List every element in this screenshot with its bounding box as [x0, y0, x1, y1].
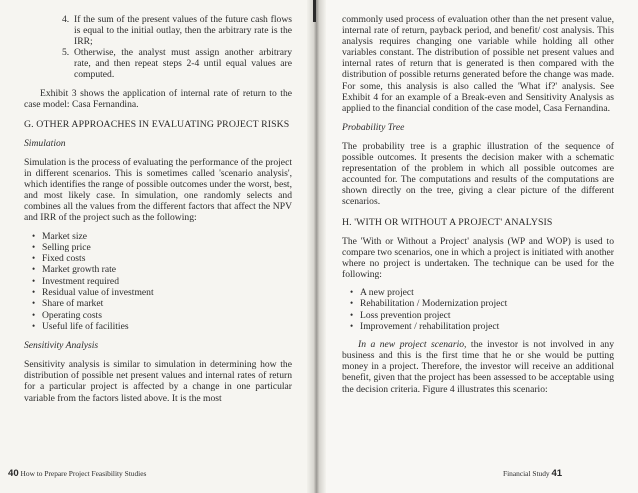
- wp-paragraph: The 'With or Without a Project' analysis (WP and WOP) is used to compare two scenarios, one in which a project is initiated with another where no project is undertaken. The technique can be used for the following:: [342, 235, 614, 280]
- list-item: [342, 310, 614, 321]
- list-item-text: Loss prevention project: [360, 309, 451, 321]
- right-page-content: [342, 14, 614, 395]
- list-item: [24, 298, 292, 309]
- list-item-text: Market size: [42, 230, 88, 242]
- item-text: If the sum of the present values of the future cash flows is equal to the initial outlay, then the arbitrary rate is the IRR;: [74, 14, 292, 48]
- list-item-text: Operating costs: [42, 309, 102, 321]
- list-item: [24, 253, 292, 264]
- bullet-icon: •: [350, 286, 354, 297]
- bullet-icon: •: [32, 264, 36, 275]
- bullet-icon: •: [32, 298, 36, 309]
- book-gutter: [307, 0, 326, 493]
- list-item-text: Market growth rate: [42, 264, 117, 276]
- bullet-icon: •: [32, 241, 36, 252]
- bullet-icon: •: [350, 309, 354, 320]
- bullet-icon: •: [32, 253, 36, 264]
- subheading-simulation: Simulation: [24, 137, 66, 149]
- list-item-text: Residual value of investment: [42, 286, 154, 298]
- numbered-item: [24, 14, 292, 47]
- list-item: [24, 321, 292, 332]
- bullet-icon: •: [32, 320, 36, 331]
- new-project-paragraph: [342, 339, 614, 394]
- item-text: Otherwise, the analyst must assign another arbitrary rate, and then repeat steps 2-4 until equal values are computed.: [74, 47, 292, 81]
- list-item-text: Share of market: [42, 298, 104, 310]
- item-number: 5.: [62, 47, 70, 59]
- sensitivity-paragraph: Sensitivity analysis is similar to simulation in determining how the distribution of possible net present values and internal rates of return for a particular project is affected by a change in one particular variable from the factors listed above. It is the most: [24, 359, 292, 404]
- item-number: 4.: [62, 14, 70, 25]
- continued-paragraph: commonly used process of evaluation other than the net present value, internal rate of return, payback period, and benefit/ cost analysis. This analysis requires changing one variable while holding all other variables constant. The distribution of possible net present values and internal rates of return that is generated is then compared with the distribution of possible returns generated before the change was made. For some, this analysis is also called the 'What if?' analysis. See Exhibit 4 for an example of a Break-even and Sensitivity Analysis as applied to the financial condition of the case model, Casa Fernandina.: [342, 14, 614, 114]
- right-footer: [503, 468, 562, 479]
- page-number: 41: [551, 468, 563, 479]
- list-item: [24, 310, 292, 321]
- list-item-text: Improvement / rehabilitation project: [360, 320, 500, 332]
- list-item-text: Fixed costs: [42, 253, 86, 265]
- section-heading-h: H. 'WITH OR WITHOUT A PROJECT' ANALYSIS: [342, 216, 553, 228]
- list-item-text: Useful life of facilities: [42, 320, 129, 332]
- bullet-icon: •: [350, 320, 354, 331]
- list-item-text: A new project: [360, 286, 414, 298]
- list-item: [342, 321, 614, 332]
- list-item-text: Selling price: [42, 241, 91, 253]
- bullet-icon: •: [32, 275, 36, 286]
- list-item: [24, 287, 292, 298]
- section-heading-g: G. OTHER APPROACHES IN EVALUATING PROJECT RISKS: [24, 118, 290, 130]
- uses-list: [342, 287, 614, 332]
- gutter-marker: [313, 0, 316, 22]
- bullet-icon: •: [32, 286, 36, 297]
- bullet-icon: •: [32, 309, 36, 320]
- new-project-lead: In a new project scenario,: [358, 339, 467, 351]
- list-item: [24, 242, 292, 253]
- list-item: [24, 276, 292, 287]
- left-page-content: [24, 14, 292, 404]
- numbered-item: [24, 47, 292, 80]
- subheading-sensitivity: Sensitivity Analysis: [24, 340, 99, 352]
- list-item: [24, 264, 292, 275]
- running-title: Financial Study: [503, 469, 550, 478]
- list-item-text: Investment required: [42, 275, 119, 287]
- left-footer: [8, 468, 146, 479]
- page-number: 40: [8, 468, 19, 479]
- exhibit-paragraph: Exhibit 3 shows the application of internal rate of return to the case model: Casa Fernandina.: [24, 87, 292, 110]
- subheading-probability-tree: Probability Tree: [342, 121, 405, 133]
- list-item: [342, 298, 614, 309]
- bullet-icon: •: [350, 298, 354, 309]
- list-item: [342, 287, 614, 298]
- list-item-text: Rehabilitation / Modernization project: [360, 298, 508, 310]
- list-item: [24, 231, 292, 242]
- new-project-text: the investor is not involved in any business and this is the first time that he or she would be putting money in a project. Therefore, the investor will receive an additional benefit, given that the project has been assessed to be acceptable using the decision criteria. Figure 4 illustrates this scenario:: [342, 339, 614, 395]
- probability-paragraph: The probability tree is a graphic illustration of the sequence of possible outcomes. It presents the decision maker with a schematic representation of the problem in which all possible outcomes are accounted for. The computations and results of the computations are shown directly on the tree, giving a clear picture of the different scenarios.: [342, 140, 614, 208]
- factors-list: [24, 231, 292, 333]
- bullet-icon: •: [32, 230, 36, 241]
- running-title: How to Prepare Project Feasibility Studies: [20, 469, 147, 478]
- simulation-paragraph: Simulation is the process of evaluating the performance of the project in different scenarios. This is sometimes called 'scenario analysis', which identifies the range of possible outcomes under the worst, best, and most likely case. In simulation, one randomly selects and combines all the values from the different factors that affect the NPV and IRR of the project such as the following:: [24, 156, 292, 224]
